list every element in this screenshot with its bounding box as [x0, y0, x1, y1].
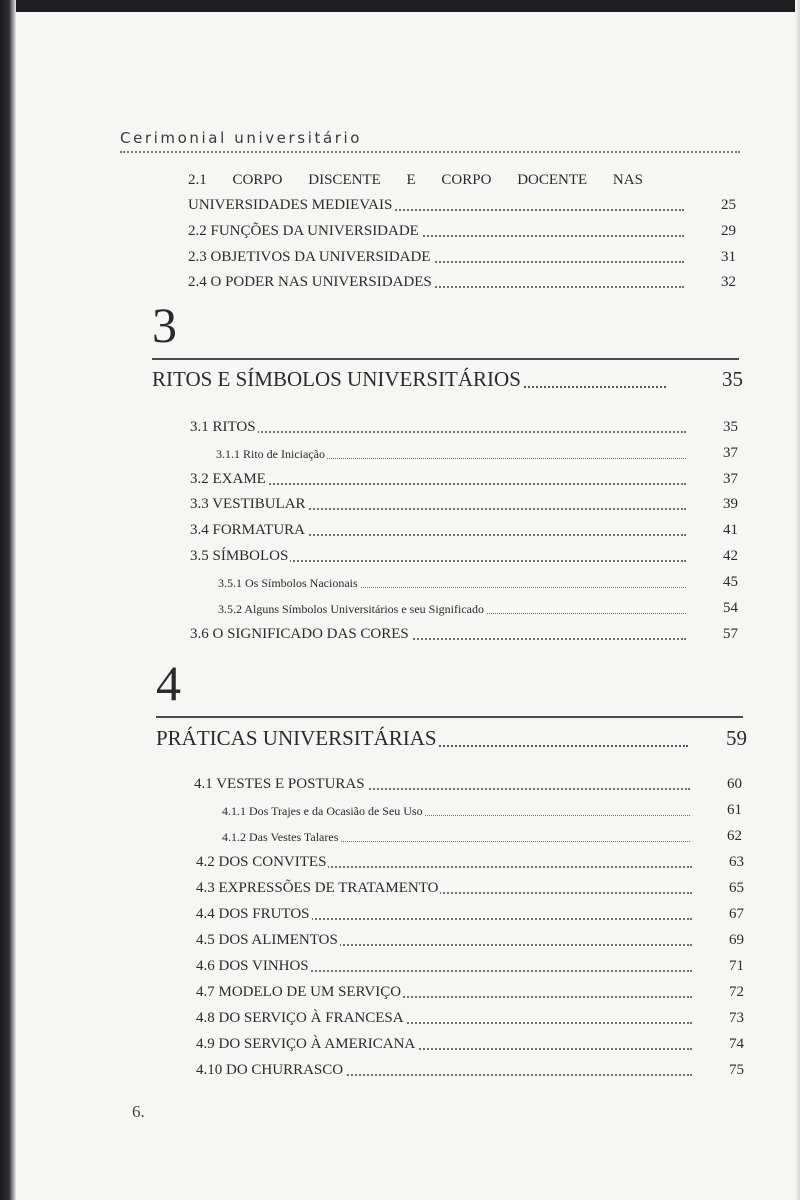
running-head-text: Cerimonial universitário [120, 129, 363, 147]
toc-entry-page: 73 [729, 1010, 744, 1026]
toc-entry-2-4 [188, 272, 736, 294]
toc-entry-page: 57 [723, 626, 738, 642]
toc-entry-page: 63 [729, 854, 744, 870]
toc-entry-page: 72 [729, 984, 744, 1000]
toc-entry [196, 982, 744, 1004]
toc-entry-2-1-line1 [188, 170, 704, 192]
toc-subentry [216, 443, 738, 465]
toc-subentry [218, 598, 738, 620]
scan-left-edge [0, 0, 16, 1200]
toc-entry-label: 4.8 DO SERVIÇO À FRANCESA [196, 1010, 404, 1026]
toc-entry [190, 469, 738, 491]
toc-entry [194, 774, 742, 796]
toc-entry-label: 4.4 DOS FRUTOS [196, 906, 310, 922]
toc-entry-page: 37 [723, 445, 738, 461]
scan-top-edge [0, 0, 800, 12]
toc-entry-label: 2.2 FUNÇÕES DA UNIVERSIDADE [188, 223, 419, 239]
toc-entry-2-3 [188, 247, 736, 269]
toc-entry [190, 417, 738, 439]
toc-entry [190, 520, 738, 542]
toc-entry-page: 74 [729, 1036, 744, 1052]
toc-entry-label: 4.5 DOS ALIMENTOS [196, 932, 338, 948]
toc-entry-label: 4.7 MODELO DE UM SERVIÇO [196, 984, 402, 1000]
toc-entry-page: 67 [729, 906, 744, 922]
toc-entry-label: 3.1.1 Rito de Iniciação [216, 447, 325, 461]
toc-entry-label: 4.6 DOS VINHOS [196, 958, 309, 974]
book-page [16, 12, 795, 1200]
chapter-title: PRÁTICAS UNIVERSITÁRIAS [156, 726, 437, 750]
toc-entry [196, 1008, 744, 1030]
toc-entry-page: 65 [729, 880, 744, 896]
page-number: 6. [132, 1102, 145, 1121]
toc-entry-page: 62 [727, 828, 742, 844]
toc-entry-2-2 [188, 221, 736, 243]
toc-entry [196, 1060, 744, 1082]
toc-entry-label: 3.3 VESTIBULAR [190, 496, 306, 512]
toc-entry-label: 4.2 DOS CONVITES [196, 854, 327, 870]
toc-entry-label: 4.3 EXPRESSÕES DE TRATAMENTO [196, 880, 439, 896]
toc-entry-label: 2.4 O PODER NAS UNIVERSIDADES [188, 274, 432, 290]
scan-right-edge [795, 0, 800, 1200]
toc-entry-label: UNIVERSIDADES MEDIEVAIS [188, 197, 393, 213]
toc-entry-label: 3.5.1 Os Símbolos Nacionais [218, 576, 358, 590]
toc-entry-page: 37 [723, 471, 738, 487]
toc-entry [196, 956, 744, 978]
toc-entry-page: 61 [727, 802, 742, 818]
toc-entry-page: 54 [723, 600, 738, 616]
chapter-heading [152, 366, 743, 396]
running-head [120, 129, 740, 153]
chapter-page: 59 [726, 726, 747, 750]
toc-entry [196, 852, 744, 874]
toc-entry [190, 546, 738, 568]
toc-entry-2-1-line2 [188, 195, 736, 217]
toc-entry-page: 71 [729, 958, 744, 974]
toc-entry-page: 31 [721, 249, 736, 265]
toc-subentry [222, 826, 742, 848]
toc-entry [196, 930, 744, 952]
toc-entry [196, 904, 744, 926]
dot-leader [190, 431, 686, 433]
chapter-number: 3 [152, 297, 177, 353]
toc-entry-label: 3.5 SÍMBOLOS [190, 548, 289, 564]
toc-entry-page: 42 [723, 548, 738, 564]
toc-entry-page: 75 [729, 1062, 744, 1078]
toc-entry [190, 494, 738, 516]
toc-entry-page: 69 [729, 932, 744, 948]
chapter-title: RITOS E SÍMBOLOS UNIVERSITÁRIOS [152, 367, 521, 391]
chapter-page: 35 [722, 367, 743, 391]
chapter-heading [156, 725, 747, 755]
toc-entry-label: 3.6 O SIGNIFICADO DAS CORES [190, 626, 409, 642]
toc-entry-page: 32 [721, 274, 736, 290]
toc-entry-label: 2.1 CORPO DISCENTE E CORPO DOCENTE NAS [188, 172, 643, 188]
toc-entry [190, 624, 738, 646]
toc-entry-page: 45 [723, 574, 738, 590]
toc-entry-label: 4.1.1 Dos Trajes e da Ocasião de Seu Uso [222, 804, 423, 818]
toc-subentry [218, 572, 738, 594]
toc-entry-label: 3.1 RITOS [190, 419, 256, 435]
toc-entry [196, 1034, 744, 1056]
toc-entry-label: 3.4 FORMATURA [190, 522, 306, 538]
toc-entry-label: 3.2 EXAME [190, 471, 266, 487]
chapter-rule [156, 716, 743, 718]
toc-entry-label: 3.5.2 Alguns Símbolos Universitários e seu Significado [218, 602, 484, 616]
toc-entry-label: 4.1.2 Das Vestes Talares [222, 830, 339, 844]
toc-entry-page: 25 [721, 197, 736, 213]
toc-entry-label: 4.1 VESTES E POSTURAS [194, 776, 365, 792]
toc-entry-page: 41 [723, 522, 738, 538]
toc-entry-label: 2.3 OBJETIVOS DA UNIVERSIDADE [188, 249, 431, 265]
toc-entry-page: 29 [721, 223, 736, 239]
toc-entry-page: 60 [727, 776, 742, 792]
chapter-number: 4 [156, 655, 181, 711]
toc-subentry [222, 800, 742, 822]
toc-entry-label: 4.9 DO SERVIÇO À AMERICANA [196, 1036, 416, 1052]
toc-entry-page: 35 [723, 419, 738, 435]
toc-entry-page: 39 [723, 496, 738, 512]
toc-entry-label: 4.10 DO CHURRASCO [196, 1062, 344, 1078]
toc-entry [196, 878, 744, 900]
chapter-rule [152, 358, 739, 360]
